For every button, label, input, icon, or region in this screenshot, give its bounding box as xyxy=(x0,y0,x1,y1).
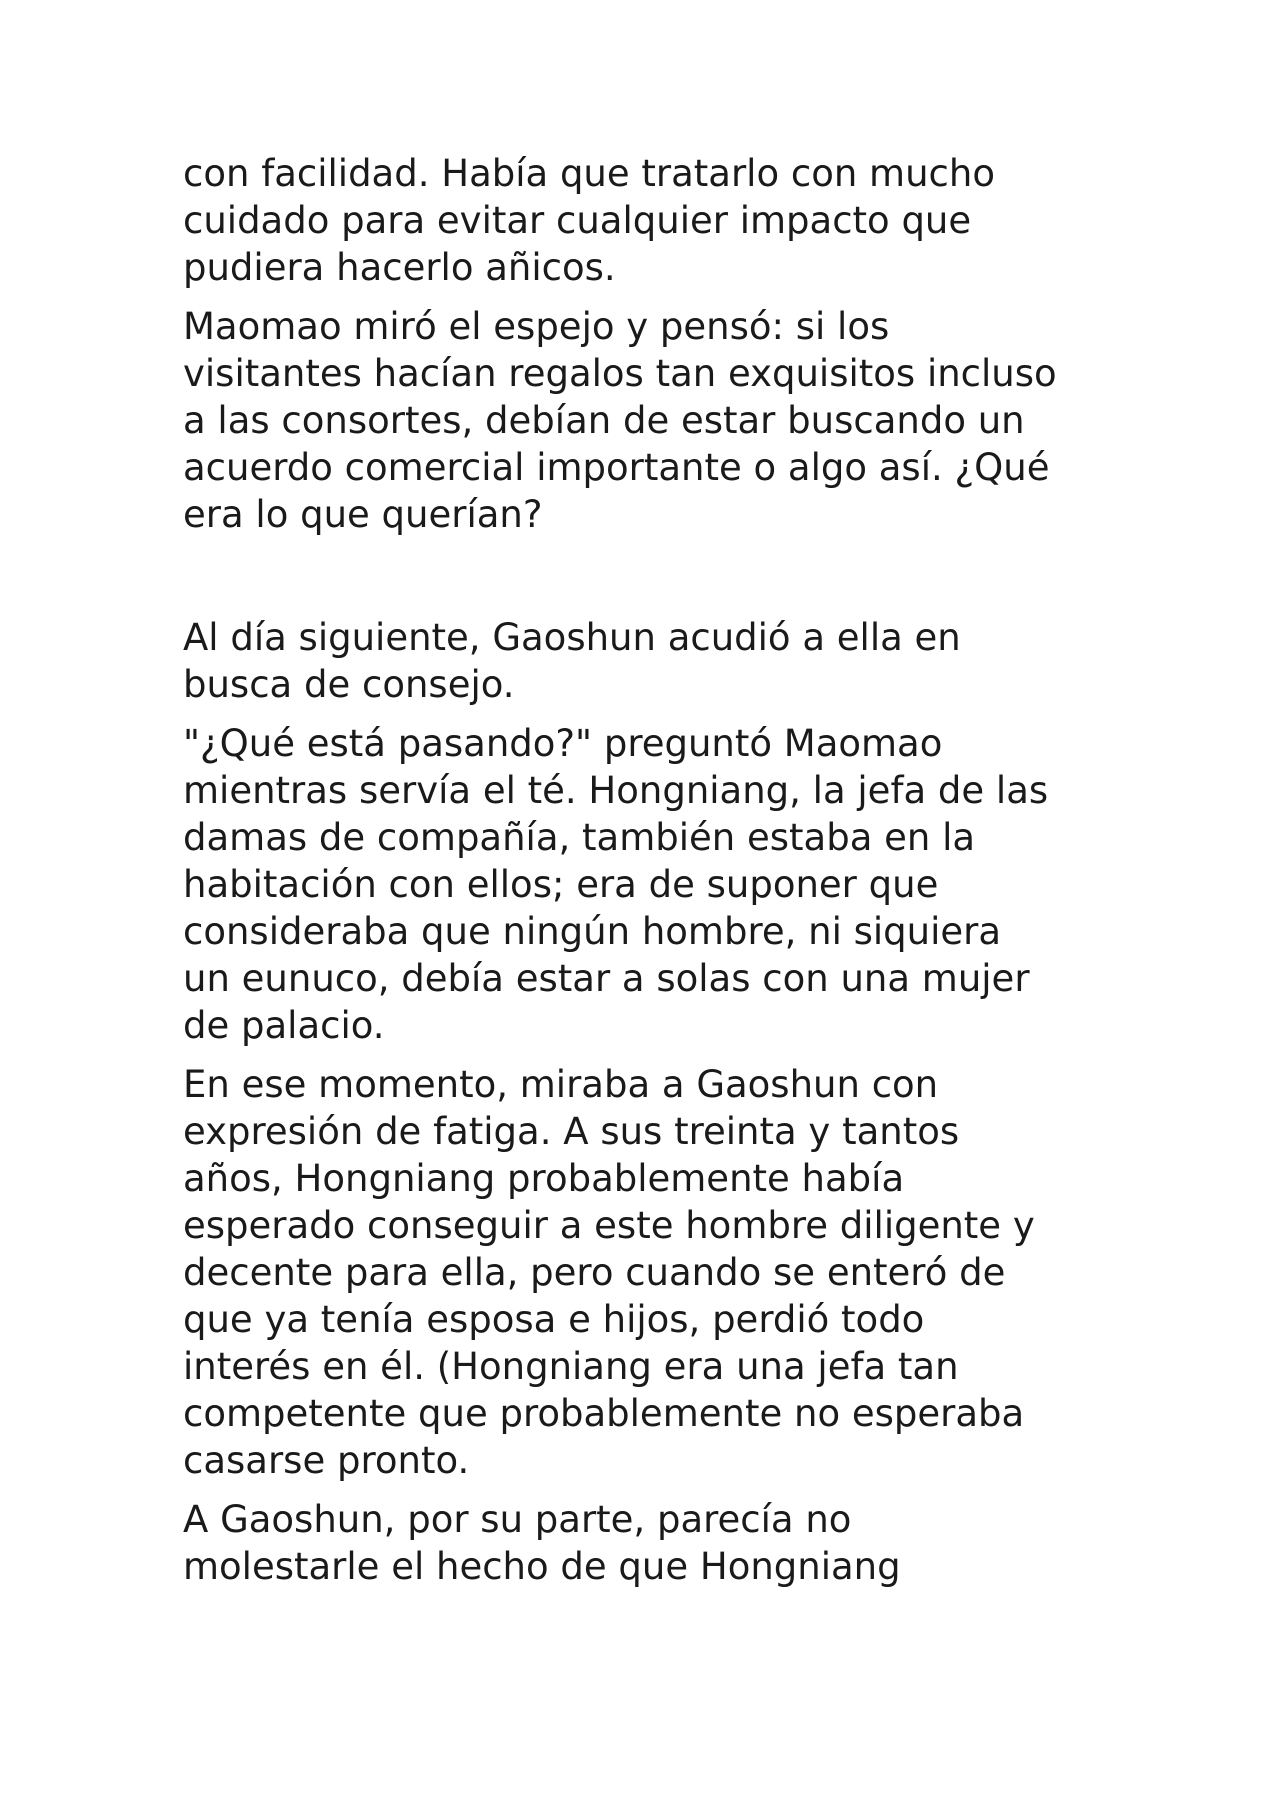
paragraph-4 xyxy=(183,720,1123,1049)
text-line: visitantes hacían regalos tan exquisitos incluso xyxy=(183,352,1057,395)
text-line: competente que probablemente no esperaba xyxy=(183,1392,1025,1435)
text-line: damas de compañía, también estaba en la xyxy=(183,816,976,859)
text-line: mientras servía el té. Hongniang, la jefa de las xyxy=(183,769,1049,812)
text-line: un eunuco, debía estar a solas con una mujer xyxy=(183,957,1030,1000)
text-line: Al día siguiente, Gaoshun acudió a ella en xyxy=(183,616,961,659)
paragraph-3 xyxy=(183,614,1123,708)
text-line: con facilidad. Había que tratarlo con mucho xyxy=(183,152,995,195)
text-line: acuerdo comercial importante o algo así. ¿Qué xyxy=(183,446,1050,489)
paragraph-6 xyxy=(183,1496,1123,1590)
text-line: pudiera hacerlo añicos. xyxy=(183,246,616,289)
text-line: En ese momento, miraba a Gaoshun con xyxy=(183,1063,939,1106)
text-line: A Gaoshun, por su parte, parecía no xyxy=(183,1498,852,1541)
text-line: esperado conseguir a este hombre diligente y xyxy=(183,1204,1035,1247)
text-line: habitación con ellos; era de suponer que xyxy=(183,863,939,906)
text-line: expresión de fatiga. A sus treinta y tantos xyxy=(183,1110,960,1153)
text-line: a las consortes, debían de estar buscando un xyxy=(183,399,1025,442)
text-line: cuidado para evitar cualquier impacto que xyxy=(183,199,972,242)
paragraph-1 xyxy=(183,150,1123,291)
text-line: casarse pronto. xyxy=(183,1439,470,1482)
text-line: busca de consejo. xyxy=(183,663,515,706)
text-line: Maomao miró el espejo y pensó: si los xyxy=(183,305,890,348)
text-line: decente para ella, pero cuando se enteró de xyxy=(183,1251,1006,1294)
text-line: años, Hongniang probablemente había xyxy=(183,1157,905,1200)
text-line: molestarle el hecho de que Hongniang xyxy=(183,1545,901,1588)
paragraph-5 xyxy=(183,1061,1123,1484)
text-line: interés en él. (Hongniang era una jefa tan xyxy=(183,1345,959,1388)
text-line: era lo que querían? xyxy=(183,493,543,536)
text-line: "¿Qué está pasando?" preguntó Maomao xyxy=(183,722,943,765)
text-line: de palacio. xyxy=(183,1004,385,1047)
text-line: que ya tenía esposa e hijos, perdió todo xyxy=(183,1298,925,1341)
document-page xyxy=(183,150,1123,1602)
paragraph-2 xyxy=(183,303,1123,538)
text-line: consideraba que ningún hombre, ni siquiera xyxy=(183,910,1002,953)
